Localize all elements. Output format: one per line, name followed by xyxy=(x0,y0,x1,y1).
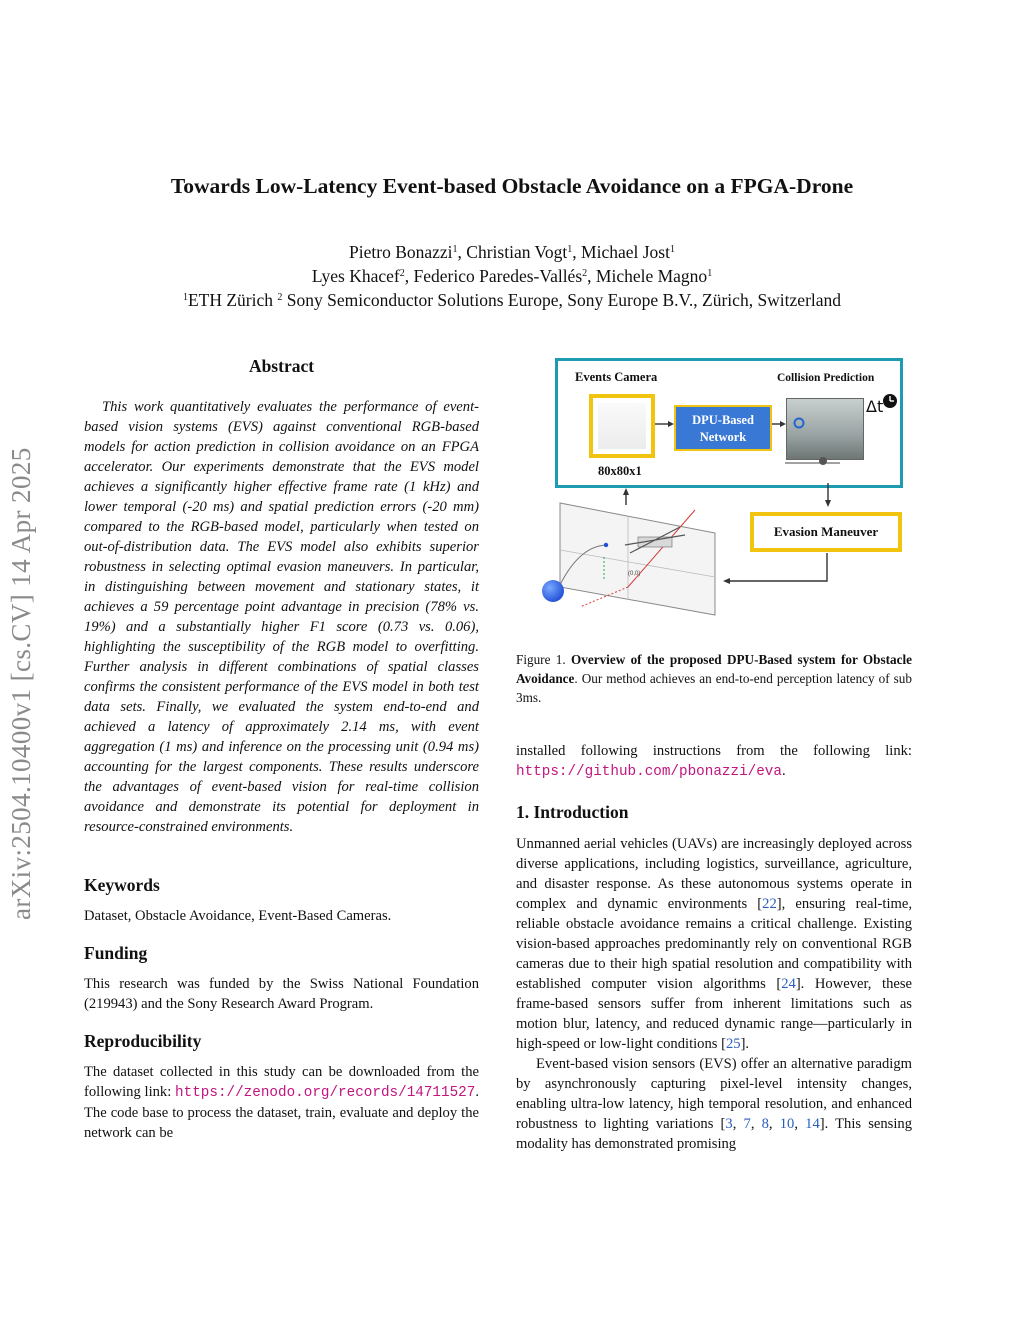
author-name: Pietro Bonazzi xyxy=(349,242,453,262)
reproducibility-text-after: . The code base to process the dataset, train, evaluate and deploy the network can be xyxy=(84,1084,479,1141)
drone-icon xyxy=(819,457,827,465)
author-block xyxy=(0,240,1024,312)
caption-rest: . Our method achieves an end-to-end perception latency of sub 3ms. xyxy=(516,671,912,705)
separator: , xyxy=(572,242,582,262)
reproducibility-heading: Reproducibility xyxy=(84,1031,202,1051)
intro-text: ]. However, these frame-based sensors suffer from inherent limitations such as motion blur, latency, and reduced dynamic range—particularly in high-speed or low-light conditions [ xyxy=(516,976,913,1052)
arrow-head xyxy=(668,421,674,427)
arrow-to-scene xyxy=(728,553,827,581)
author-line-2 xyxy=(0,264,1024,288)
abstract-text: This work quantitatively evaluates the performance of event-based vision systems (EVS) against conventional RGB-based models for action prediction in collision avoidance on an FPGA accelerator. Our experiments demonstrate that the EVS model achieves a significantly higher effective frame rate (1 kHz) and lower temporal (-20 ms) and spatial prediction errors (-20 mm) compared to the RGB-based model, particularly when tested on out-of-distribution data. The EVS model also exhibits superior robustness in selecting optimal evasion maneuvers. In particular, in distinguishing between movement and stationary states, it achieves a 59 percentage point advantage in precision (78% vs. 19%) and a substantially higher F1 score (0.73 vs. 0.06), highlighting the susceptibility of the RGB model to overfitting. Further analysis in different combinations of spatial classes confirms the consistent performance of the EVS model in both test data sets. Finally, we evaluated the system end-to-end and achieved a latency of approximately 2.14 ms, with event aggregation (1 ms) and inference on the processing unit (0.94 ms) accounting for the largest components. These results underscore the advantages of event-based vision for real-time collision avoidance and demonstrate its potential for deployment in resource-constrained environments. xyxy=(84,399,479,835)
author-name: Michele Magno xyxy=(595,266,708,286)
detection-marker xyxy=(795,419,804,428)
arrow-head xyxy=(723,578,730,584)
author-name: Christian Vogt xyxy=(466,242,568,262)
arrow-head xyxy=(825,500,831,507)
left-column xyxy=(84,356,479,1143)
citation-separator: , xyxy=(750,1116,762,1132)
obstacle-sphere xyxy=(542,580,564,602)
citation-separator: , xyxy=(768,1116,780,1132)
citation-separator: , xyxy=(794,1116,806,1132)
abstract-heading: Abstract xyxy=(248,356,315,376)
citation-link[interactable]: 24 xyxy=(781,976,796,992)
intro-text: ], ensuring real-time, reliable obstacle avoidance remains a critical challenge. Existing vision-based approaches predominantly rely on conventional RGB cameras due to their high spatial resolution and compatibility with established computer vision algorithms [ xyxy=(516,896,912,992)
funding-heading: Funding xyxy=(84,943,148,963)
dpu-label-line1: DPU-Based xyxy=(692,413,754,427)
citation-separator: , xyxy=(732,1116,744,1132)
code-link-paragraph xyxy=(516,741,912,782)
affiliation-mark: 1 xyxy=(707,268,713,279)
keywords-text: Dataset, Obstacle Avoidance, Event-Based Cameras. xyxy=(84,908,392,924)
affiliation-mark: 1 xyxy=(669,244,675,255)
affiliation-mark: 2 xyxy=(582,268,588,279)
events-camera-label: Events Camera xyxy=(575,370,658,384)
input-resolution-label: 80x80x1 xyxy=(598,464,642,478)
citation-link[interactable]: 10 xyxy=(779,1116,795,1132)
paper-title: Towards Low-Latency Event-based Obstacle Avoidance on a FPGA-Drone xyxy=(170,174,854,198)
figure-diagram-overlay xyxy=(530,355,920,635)
affiliation-1: ETH Zürich xyxy=(187,290,278,310)
introduction-heading: 1. Introduction xyxy=(516,802,629,822)
right-column xyxy=(516,741,912,1154)
evasion-maneuver-block: Evasion Maneuver xyxy=(750,512,902,552)
citation-link[interactable]: 25 xyxy=(725,1036,741,1052)
code-link-text: installed following instructions from the following link: xyxy=(516,743,912,759)
simulation-panel xyxy=(560,503,715,615)
arxiv-identifier: arXiv:2504.10400v1 [cs.CV] 14 Apr 2025 xyxy=(6,447,36,920)
intro-paragraph-2 xyxy=(516,1054,912,1154)
author-name: Michael Jost xyxy=(581,242,670,262)
intro-text: ]. This sensing modality has demonstrated promising xyxy=(516,1116,913,1152)
dpu-label-line2: Network xyxy=(699,430,747,444)
citation-link[interactable]: 3 xyxy=(725,1116,733,1132)
citation-link[interactable]: 8 xyxy=(761,1116,769,1132)
arrow-head xyxy=(623,488,629,495)
origin-label: (0,0) xyxy=(628,571,641,577)
citation-link[interactable]: 14 xyxy=(805,1116,820,1132)
arrow-head xyxy=(780,421,786,427)
author-line-1 xyxy=(0,240,1024,264)
intro-text: Unmanned aerial vehicles (UAVs) are increasingly deployed across diverse applications, including logistics, surveillance, agriculture, and disaster response. As these autonomous systems operate in complex and dynamic environments [ xyxy=(516,836,912,912)
author-name: Lyes Khacef xyxy=(311,266,400,286)
author-name: Federico Paredes-Vallés xyxy=(413,266,583,286)
separator: , xyxy=(457,242,467,262)
affiliation-mark: 2 xyxy=(399,268,405,279)
reproducibility-text xyxy=(84,1062,479,1143)
keywords-heading: Keywords xyxy=(84,875,160,895)
affiliation-2: Sony Semiconductor Solutions Europe, Sony Europe B.V., Zürich, Switzerland xyxy=(282,290,842,310)
github-link[interactable]: https://github.com/pbonazzi/eva xyxy=(516,764,782,780)
affiliation-mark: 1 xyxy=(452,244,458,255)
intro-text: Event-based vision sensors (EVS) offer an alternative paradigm by asynchronously capturing pixel-level intensity changes, enabling ultra-low latency, high temporal resolution, and enhanced robustness to lighting variations [ xyxy=(516,1056,912,1132)
citation-link[interactable]: 22 xyxy=(762,896,777,912)
reproducibility-text-before: The dataset collected in this study can be downloaded from the following link: xyxy=(84,1064,479,1100)
caption-prefix: Figure 1. xyxy=(516,652,572,667)
zenodo-link[interactable]: https://zenodo.org/records/14711527 xyxy=(175,1085,476,1101)
affiliation-mark: 1 xyxy=(567,244,573,255)
separator: , xyxy=(404,266,414,286)
affiliation-mark: 2 xyxy=(277,292,283,303)
funding-text: This research was funded by the Swiss National Foundation (219943) and the Sony Research Award Program. xyxy=(84,976,479,1012)
code-link-end: . xyxy=(781,763,786,779)
affiliation-line xyxy=(0,288,1024,312)
separator: , xyxy=(587,266,596,286)
camera-marker xyxy=(604,543,608,547)
intro-paragraph-1 xyxy=(516,834,912,1054)
intro-text: ]. xyxy=(740,1036,750,1052)
caption-bold: Overview of the proposed DPU-Based system for Obstacle Avoidance xyxy=(516,652,912,686)
affiliation-mark: 1 xyxy=(182,292,188,303)
citation-link[interactable]: 7 xyxy=(743,1116,751,1132)
figure-caption xyxy=(516,650,912,707)
delta-t-label: Δt xyxy=(866,397,884,416)
collision-prediction-label: Collision Prediction xyxy=(777,372,875,384)
